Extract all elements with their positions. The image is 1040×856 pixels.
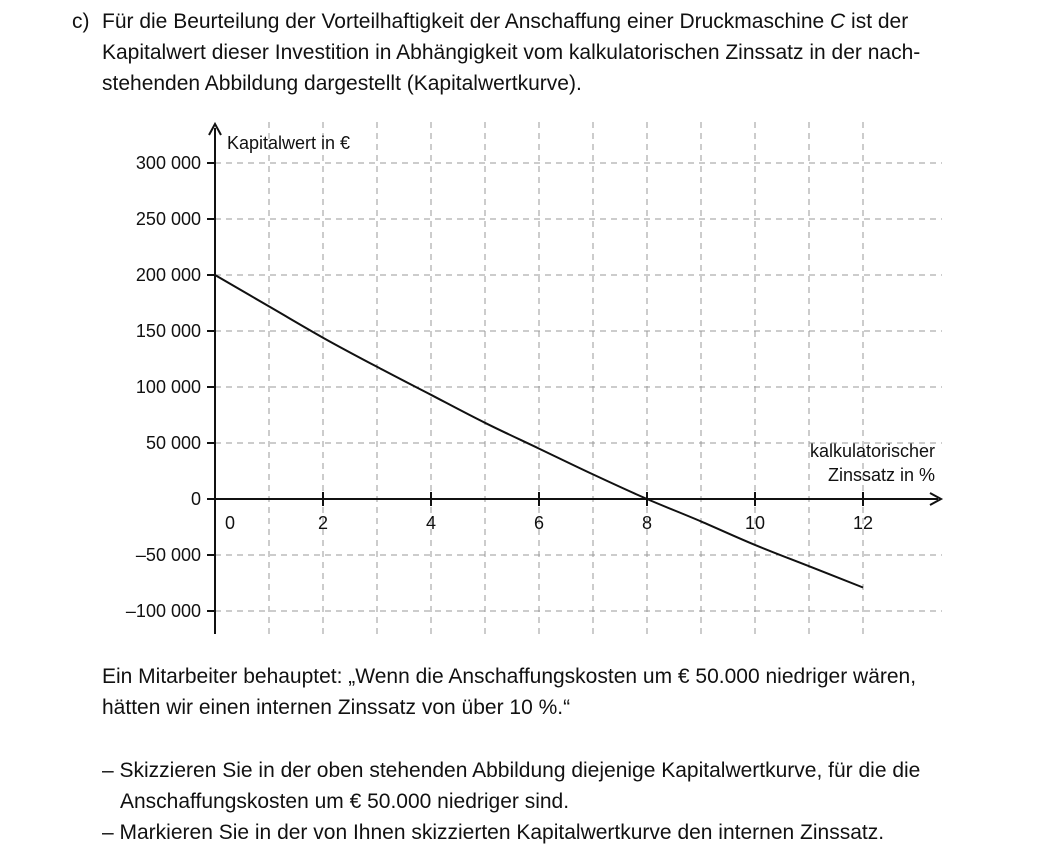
horizontal-gridlines (215, 163, 942, 611)
y-ticks (126, 153, 215, 621)
y-axis-label: Kapitalwert in € (227, 133, 351, 153)
variable-c: C (830, 10, 846, 33)
x-tick-label-1: 2 (317, 513, 329, 533)
y-tick-label-8: –100 000 (125, 601, 201, 621)
task-item-sketch (102, 755, 1002, 817)
y-tick-label-6: 0 (190, 489, 201, 509)
axes (209, 124, 941, 634)
x-tick-label-4: 8 (641, 513, 653, 533)
y-tick-label-1: 250 000 (135, 209, 201, 229)
intro-line-2: Kapitalwert dieser Investition in Abhängigkeit vom kalkulatorischen Zinssatz in der nach- (102, 41, 921, 64)
task-1-line-1: – Skizzieren Sie in der oben stehenden Abbildung diejenige Kapitalwertkurve, für die die (102, 759, 921, 782)
y-tick-label-3: 150 000 (135, 321, 201, 341)
x-tick-label-6: 12 (852, 513, 874, 533)
x-axis-label-line-2: Zinssatz in % (827, 465, 935, 485)
y-tick-label-0: 300 000 (135, 153, 201, 173)
y-tick-label-7: –50 000 (135, 545, 201, 565)
part-label: c) (72, 10, 90, 33)
intro-line-1: Für die Beurteilung der Vorteilhaftigkeit der Anschaffung einer Druckmaschine C ist der (102, 10, 909, 33)
y-tick-label-2: 200 000 (135, 265, 201, 285)
x-axis-label-line-1: kalkulatorischer (809, 441, 935, 461)
y-tick-label-5: 50 000 (145, 433, 201, 453)
task-1-line-2: Anschaffungskosten um € 50.000 niedriger sind. (120, 790, 570, 813)
x-tick-label-5: 10 (744, 513, 766, 533)
claim-text (102, 661, 1002, 723)
x-tick-label-3: 6 (533, 513, 545, 533)
claim-line-1: Ein Mitarbeiter behauptet: „Wenn die Anschaffungskosten um € 50.000 niedriger wären, (102, 665, 917, 688)
task-2-line-1: – Markieren Sie in der von Ihnen skizzierten Kapitalwertkurve den internen Zinssatz. (102, 821, 885, 844)
y-tick-label-4: 100 000 (135, 377, 201, 397)
x-tick-label-2: 4 (425, 513, 437, 533)
task-item-mark (102, 817, 1002, 848)
task-list (102, 755, 1002, 848)
claim-line-2: hätten wir einen internen Zinssatz von über 10 %.“ (102, 696, 571, 719)
vertical-gridlines (269, 122, 863, 634)
intro-line-3: stehenden Abbildung dargestellt (Kapitalwertkurve). (102, 72, 582, 95)
x-tick-label-0: 0 (224, 513, 236, 533)
